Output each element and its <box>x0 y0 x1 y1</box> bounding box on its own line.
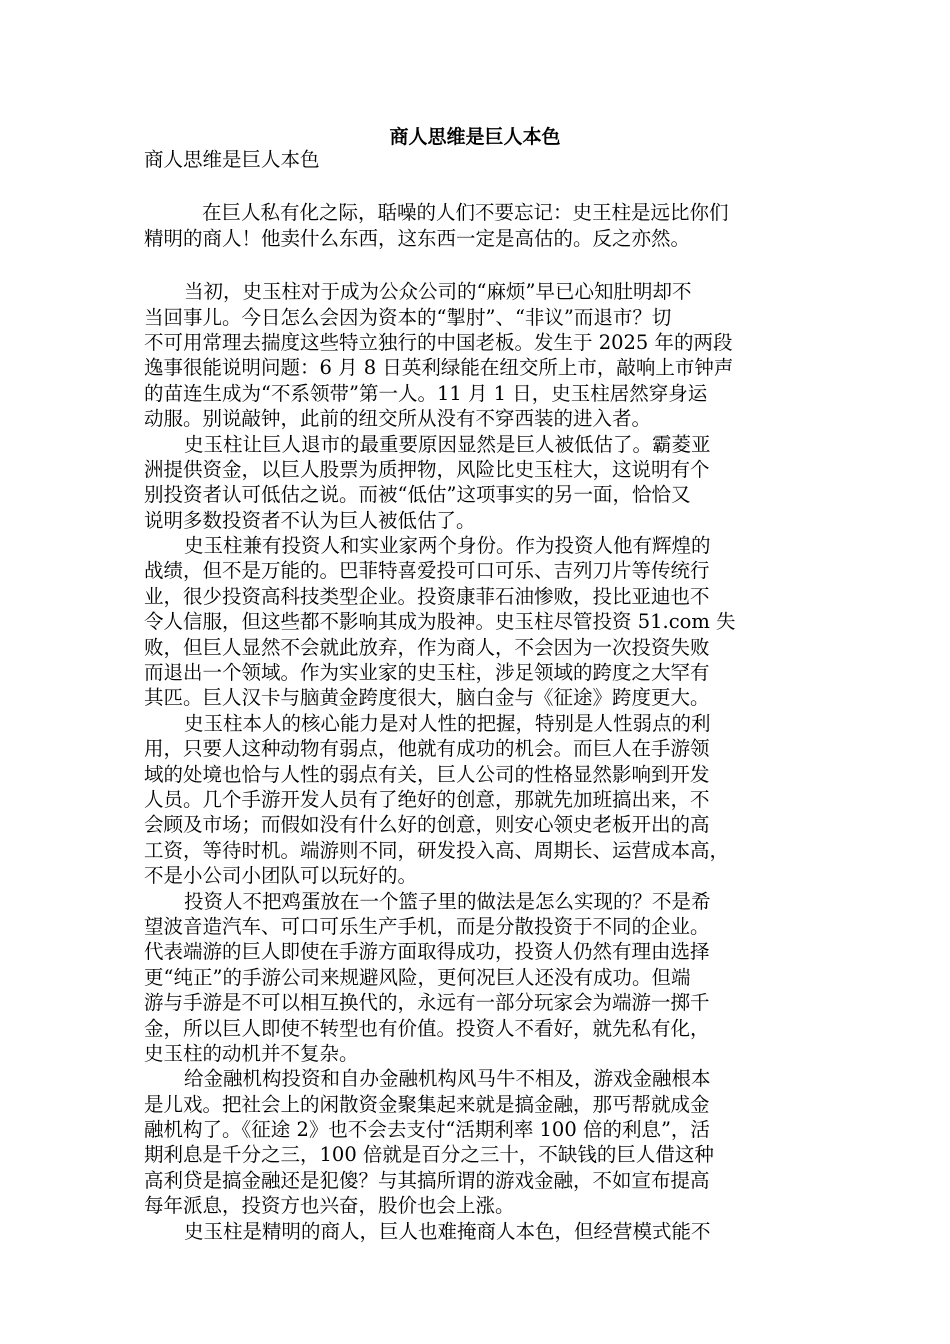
document-body <box>144 147 797 1244</box>
paragraph-line: 当初，史玉柱对于成为公众公司的“麻烦”早已心知肚明却不 <box>184 280 692 304</box>
paragraph-line: 融机构了。《征途 2》也不会去支付“活期利率 100 倍的利息”，活 <box>144 1118 710 1142</box>
paragraph-line: 而退出一个领域。作为实业家的史玉柱，涉足领域的跨度之大罕有 <box>144 661 710 685</box>
paragraph-line: 败，但巨人显然不会就此放弃，作为商人，不会因为一次投资失败 <box>144 635 710 659</box>
paragraph-line: 业，很少投资高科技类型企业。投资康菲石油惨败，投比亚迪也不 <box>144 584 710 608</box>
paragraph-line: 说明多数投资者不认为巨人被低估了。 <box>144 508 476 532</box>
paragraph-line: 洲提供资金，以巨人股票为质押物，风险比史玉柱大，这说明有个 <box>144 457 710 481</box>
paragraph-line: 金，所以巨人即使不转型也有价值。投资人不看好，就先私有化， <box>144 1016 710 1040</box>
document-title: 商人思维是巨人本色 <box>389 126 561 148</box>
paragraph-line: 其匹。巨人汉卡与脑黄金跨度很大，脑白金与《征途》跨度更大。 <box>144 686 710 710</box>
paragraph-line: 史玉柱兼有投资人和实业家两个身份。作为投资人他有辉煌的 <box>184 534 711 558</box>
paragraph-line: 动服。别说敲钟，此前的纽交所从没有不穿西装的进入者。 <box>144 407 652 431</box>
paragraph-line: 工资，等待时机。端游则不同，研发投入高、周期长、运营成本高， <box>144 838 730 862</box>
paragraph-line: 不是小公司小团队可以玩好的。 <box>144 864 418 888</box>
paragraph-line: 的苗连生成为“不系领带”第一人。11 月 1 日，史玉柱居然穿身运 <box>144 381 708 405</box>
paragraph-line: 精明的商人！他卖什么东西，这东西一定是高估的。反之亦然。 <box>144 226 691 250</box>
paragraph-line: 史玉柱让巨人退市的最重要原因显然是巨人被低估了。霸菱亚 <box>184 432 711 456</box>
paragraph-line: 高利贷是搞金融还是犯傻？与其搞所谓的游戏金融，不如宣布提高 <box>144 1168 710 1192</box>
paragraph-line: 逸事很能说明问题：6 月 8 日英利绿能在纽交所上市，敲响上市钟声 <box>144 356 734 380</box>
paragraph-line: 望波音造汽车、可口可乐生产手机，而是分散投资于不同的企业。 <box>144 914 710 938</box>
paragraph-line: 史玉柱是精明的商人，巨人也难掩商人本色，但经营模式能不 <box>184 1219 711 1243</box>
paragraph-line: 人员。几个手游开发人员有了绝好的创意，那就先加班搞出来，不 <box>144 787 710 811</box>
paragraph-line: 每年派息，投资方也兴奋，股价也会上涨。 <box>144 1194 515 1218</box>
paragraph-line: 域的处境也恰与人性的弱点有关，巨人公司的性格显然影响到开发 <box>144 762 710 786</box>
paragraph-line: 在巨人私有化之际，聒噪的人们不要忘记：史王柱是远比你们 <box>202 201 729 225</box>
paragraph-line: 用，只要人这种动物有弱点，他就有成功的机会。而巨人在手游领 <box>144 737 710 761</box>
blank-line <box>144 172 797 200</box>
paragraph-line: 不可用常理去揣度这些特立独行的中国老板。发生于 2025 年的两段 <box>144 330 733 354</box>
paragraph-line: 史玉柱的动机并不复杂。 <box>144 1041 359 1065</box>
document-subtitle: 商人思维是巨人本色 <box>144 148 320 171</box>
paragraph-line: 别投资者认可低估之说。而被“低估”这项事实的另一面，恰恰又 <box>144 483 691 507</box>
paragraph-line: 更“纯正”的手游公司来规避风险，更何况巨人还没有成功。但端 <box>144 965 691 989</box>
paragraph-line: 战绩，但不是万能的。巴菲特喜爱投可口可乐、吉列刀片等传统行 <box>144 559 710 583</box>
paragraph-line: 游与手游是不可以相互换代的，永远有一部分玩家会为端游一掷千 <box>144 991 710 1015</box>
paragraph-line: 会顾及市场；而假如没有什么好的创意，则安心领史老板开出的高 <box>144 813 710 837</box>
paragraph-line: 史玉柱本人的核心能力是对人性的把握，特别是人性弱点的利 <box>184 711 711 735</box>
paragraph-line: 令人信服，但这些都不影响其成为股神。史玉柱尽管投资 51.com 失 <box>144 610 736 634</box>
paragraph-line: 投资人不把鸡蛋放在一个篮子里的做法是怎么实现的？不是希 <box>184 889 711 913</box>
blank-line <box>144 251 797 279</box>
paragraph-line: 当回事儿。今日怎么会因为资本的“掣肘”、“非议”而退市？切 <box>144 305 672 329</box>
paragraph-line: 期利息是千分之三，100 倍就是百分之三十，不缺钱的巨人借这种 <box>144 1143 714 1167</box>
paragraph-line: 代表端游的巨人即使在手游方面取得成功，投资人仍然有理由选择 <box>144 940 710 964</box>
paragraph-line: 是儿戏。把社会上的闲散资金聚集起来就是搞金融，那丐帮就成金 <box>144 1092 710 1116</box>
paragraph-line: 给金融机构投资和自办金融机构风马牛不相及，游戏金融根本 <box>184 1067 711 1091</box>
